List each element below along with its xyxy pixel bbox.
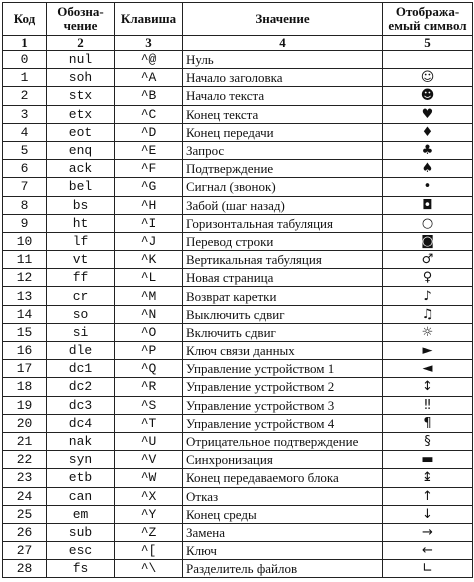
header-symbol xyxy=(383,3,473,36)
header-mnemonic-line2: чение xyxy=(63,18,98,33)
table-row xyxy=(3,505,473,523)
symbol-cell: ♀ xyxy=(383,269,473,287)
key-cell: ^V xyxy=(115,451,183,469)
mnemonic-cell: bel xyxy=(47,178,115,196)
header-code-line1: Код xyxy=(13,11,36,26)
symbol-cell: ☼ xyxy=(383,323,473,341)
mnemonic-cell: can xyxy=(47,487,115,505)
meaning-cell: Забой (шаг назад) xyxy=(183,196,383,214)
symbol-cell: ◘ xyxy=(383,196,473,214)
table-row xyxy=(3,141,473,159)
key-cell: ^Q xyxy=(115,360,183,378)
code-cell: 25 xyxy=(3,505,47,523)
table-row xyxy=(3,523,473,541)
column-number-row xyxy=(3,36,473,51)
header-mnemonic xyxy=(47,3,115,36)
column-number: 3 xyxy=(115,36,183,51)
meaning-cell: Ключ xyxy=(183,542,383,560)
meaning-cell: Ключ связи данных xyxy=(183,342,383,360)
meaning-cell: Сигнал (звонок) xyxy=(183,178,383,196)
table-row xyxy=(3,560,473,578)
key-cell: ^S xyxy=(115,396,183,414)
symbol-cell: ◙ xyxy=(383,232,473,250)
symbol-cell: ♠ xyxy=(383,160,473,178)
table-row xyxy=(3,432,473,450)
column-number: 5 xyxy=(383,36,473,51)
mnemonic-cell: esc xyxy=(47,542,115,560)
code-cell: 18 xyxy=(3,378,47,396)
key-cell: ^Z xyxy=(115,523,183,541)
header-key xyxy=(115,3,183,36)
meaning-cell: Конец передаваемого блока xyxy=(183,469,383,487)
code-cell: 26 xyxy=(3,523,47,541)
meaning-cell: Подтверждение xyxy=(183,160,383,178)
code-cell: 28 xyxy=(3,560,47,578)
symbol-cell: ‼ xyxy=(383,396,473,414)
symbol-cell: ♫ xyxy=(383,305,473,323)
meaning-cell: Вертикальная табуляция xyxy=(183,251,383,269)
key-cell: ^I xyxy=(115,214,183,232)
code-cell: 11 xyxy=(3,251,47,269)
symbol-cell: ♣ xyxy=(383,141,473,159)
code-cell: 13 xyxy=(3,287,47,305)
header-meaning-line1: Значение xyxy=(255,11,310,26)
key-cell: ^L xyxy=(115,269,183,287)
key-cell: ^A xyxy=(115,69,183,87)
table-row xyxy=(3,269,473,287)
key-cell: ^J xyxy=(115,232,183,250)
mnemonic-cell: etx xyxy=(47,105,115,123)
table-row xyxy=(3,214,473,232)
key-cell: ^B xyxy=(115,87,183,105)
meaning-cell: Конец текста xyxy=(183,105,383,123)
header-key-line1: Клавиша xyxy=(120,11,177,26)
key-cell: ^N xyxy=(115,305,183,323)
key-cell: ^C xyxy=(115,105,183,123)
mnemonic-cell: si xyxy=(47,323,115,341)
meaning-cell: Отказ xyxy=(183,487,383,505)
meaning-cell: Управление устройством 4 xyxy=(183,414,383,432)
key-cell: ^W xyxy=(115,469,183,487)
key-cell: ^G xyxy=(115,178,183,196)
symbol-cell xyxy=(383,51,473,69)
table-row xyxy=(3,287,473,305)
table-body xyxy=(3,51,473,578)
symbol-cell: ☺ xyxy=(383,69,473,87)
code-cell: 4 xyxy=(3,123,47,141)
mnemonic-cell: vt xyxy=(47,251,115,269)
mnemonic-cell: dc1 xyxy=(47,360,115,378)
meaning-cell: Перевод строки xyxy=(183,232,383,250)
key-cell: ^Y xyxy=(115,505,183,523)
mnemonic-cell: syn xyxy=(47,451,115,469)
header-row xyxy=(3,3,473,36)
meaning-cell: Запрос xyxy=(183,141,383,159)
symbol-cell: → xyxy=(383,523,473,541)
mnemonic-cell: dc3 xyxy=(47,396,115,414)
meaning-cell: Новая страница xyxy=(183,269,383,287)
symbol-cell: ► xyxy=(383,342,473,360)
code-cell: 24 xyxy=(3,487,47,505)
meaning-cell: Горизонтальная табуляция xyxy=(183,214,383,232)
key-cell: ^D xyxy=(115,123,183,141)
code-cell: 6 xyxy=(3,160,47,178)
symbol-cell: ¶ xyxy=(383,414,473,432)
mnemonic-cell: so xyxy=(47,305,115,323)
symbol-cell: ↨ xyxy=(383,469,473,487)
key-cell: ^O xyxy=(115,323,183,341)
key-cell: ^@ xyxy=(115,51,183,69)
column-number: 1 xyxy=(3,36,47,51)
key-cell: ^T xyxy=(115,414,183,432)
symbol-cell: ☻ xyxy=(383,87,473,105)
meaning-cell: Выключить сдвиг xyxy=(183,305,383,323)
table-row xyxy=(3,542,473,560)
table-row xyxy=(3,251,473,269)
code-cell: 9 xyxy=(3,214,47,232)
code-cell: 5 xyxy=(3,141,47,159)
table-row xyxy=(3,360,473,378)
key-cell: ^M xyxy=(115,287,183,305)
mnemonic-cell: sub xyxy=(47,523,115,541)
meaning-cell: Синхронизация xyxy=(183,451,383,469)
code-cell: 10 xyxy=(3,232,47,250)
meaning-cell: Нуль xyxy=(183,51,383,69)
table-row xyxy=(3,232,473,250)
mnemonic-cell: eot xyxy=(47,123,115,141)
symbol-cell: ♪ xyxy=(383,287,473,305)
header-symbol-line1: Отобража- xyxy=(395,4,460,19)
meaning-cell: Управление устройством 1 xyxy=(183,360,383,378)
meaning-cell: Разделитель файлов xyxy=(183,560,383,578)
column-number: 2 xyxy=(47,36,115,51)
table-row xyxy=(3,196,473,214)
code-cell: 20 xyxy=(3,414,47,432)
meaning-cell: Отрицательное подтверждение xyxy=(183,432,383,450)
mnemonic-cell: ack xyxy=(47,160,115,178)
key-cell: ^E xyxy=(115,141,183,159)
column-number: 4 xyxy=(183,36,383,51)
mnemonic-cell: cr xyxy=(47,287,115,305)
table-row xyxy=(3,87,473,105)
table-row xyxy=(3,69,473,87)
mnemonic-cell: lf xyxy=(47,232,115,250)
symbol-cell: § xyxy=(383,432,473,450)
symbol-cell: ∟ xyxy=(383,560,473,578)
key-cell: ^U xyxy=(115,432,183,450)
symbol-cell: ▬ xyxy=(383,451,473,469)
mnemonic-cell: nul xyxy=(47,51,115,69)
table-row xyxy=(3,378,473,396)
table-row xyxy=(3,487,473,505)
header-mnemonic-line1: Обозна- xyxy=(57,4,104,19)
table-row xyxy=(3,305,473,323)
table-row xyxy=(3,396,473,414)
table-row xyxy=(3,469,473,487)
code-cell: 0 xyxy=(3,51,47,69)
key-cell: ^\ xyxy=(115,560,183,578)
key-cell: ^P xyxy=(115,342,183,360)
code-cell: 17 xyxy=(3,360,47,378)
header-symbol-line2: емый символ xyxy=(388,18,467,33)
symbol-cell: • xyxy=(383,178,473,196)
symbol-cell: ↓ xyxy=(383,505,473,523)
mnemonic-cell: dle xyxy=(47,342,115,360)
meaning-cell: Начало текста xyxy=(183,87,383,105)
table-row xyxy=(3,451,473,469)
symbol-cell: ◄ xyxy=(383,360,473,378)
code-cell: 22 xyxy=(3,451,47,469)
table-row xyxy=(3,160,473,178)
symbol-cell: ← xyxy=(383,542,473,560)
mnemonic-cell: dc4 xyxy=(47,414,115,432)
table-row xyxy=(3,323,473,341)
symbol-cell: ♂ xyxy=(383,251,473,269)
key-cell: ^X xyxy=(115,487,183,505)
meaning-cell: Возврат каретки xyxy=(183,287,383,305)
mnemonic-cell: dc2 xyxy=(47,378,115,396)
meaning-cell: Конец среды xyxy=(183,505,383,523)
header-code xyxy=(3,3,47,36)
meaning-cell: Управление устройством 3 xyxy=(183,396,383,414)
mnemonic-cell: em xyxy=(47,505,115,523)
mnemonic-cell: etb xyxy=(47,469,115,487)
code-cell: 3 xyxy=(3,105,47,123)
code-cell: 1 xyxy=(3,69,47,87)
code-cell: 23 xyxy=(3,469,47,487)
code-cell: 12 xyxy=(3,269,47,287)
table-row xyxy=(3,123,473,141)
symbol-cell: ♦ xyxy=(383,123,473,141)
table-row xyxy=(3,342,473,360)
meaning-cell: Включить сдвиг xyxy=(183,323,383,341)
meaning-cell: Управление устройством 2 xyxy=(183,378,383,396)
mnemonic-cell: enq xyxy=(47,141,115,159)
symbol-cell: ○ xyxy=(383,214,473,232)
code-cell: 21 xyxy=(3,432,47,450)
key-cell: ^[ xyxy=(115,542,183,560)
symbol-cell: ♥ xyxy=(383,105,473,123)
code-cell: 14 xyxy=(3,305,47,323)
header-meaning xyxy=(183,3,383,36)
meaning-cell: Замена xyxy=(183,523,383,541)
meaning-cell: Конец передачи xyxy=(183,123,383,141)
table-row xyxy=(3,51,473,69)
mnemonic-cell: ff xyxy=(47,269,115,287)
symbol-cell: ↑ xyxy=(383,487,473,505)
code-cell: 8 xyxy=(3,196,47,214)
mnemonic-cell: fs xyxy=(47,560,115,578)
table-row xyxy=(3,414,473,432)
meaning-cell: Начало заголовка xyxy=(183,69,383,87)
key-cell: ^F xyxy=(115,160,183,178)
mnemonic-cell: bs xyxy=(47,196,115,214)
mnemonic-cell: soh xyxy=(47,69,115,87)
symbol-cell: ↕ xyxy=(383,378,473,396)
key-cell: ^R xyxy=(115,378,183,396)
mnemonic-cell: stx xyxy=(47,87,115,105)
code-cell: 19 xyxy=(3,396,47,414)
ascii-control-codes-table xyxy=(2,2,473,578)
mnemonic-cell: nak xyxy=(47,432,115,450)
code-cell: 15 xyxy=(3,323,47,341)
key-cell: ^H xyxy=(115,196,183,214)
table-row xyxy=(3,105,473,123)
code-cell: 27 xyxy=(3,542,47,560)
code-cell: 16 xyxy=(3,342,47,360)
code-cell: 7 xyxy=(3,178,47,196)
mnemonic-cell: ht xyxy=(47,214,115,232)
table-row xyxy=(3,178,473,196)
key-cell: ^K xyxy=(115,251,183,269)
code-cell: 2 xyxy=(3,87,47,105)
